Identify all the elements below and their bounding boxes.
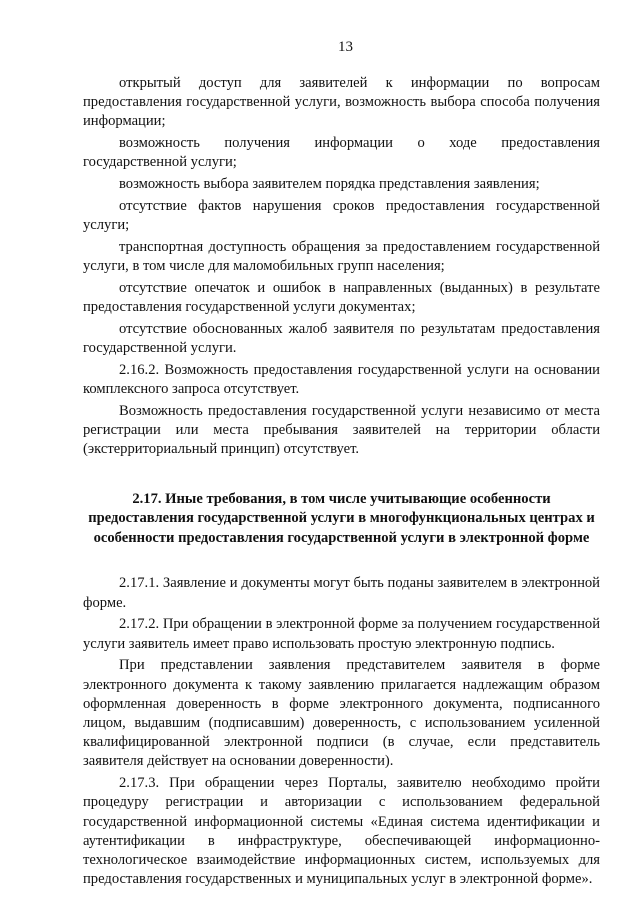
paragraph-extraterritorial: Возможность предоставления государственной услуги независимо от места регистрации или места пребывания заявителей на территории области (экстерриториальный принцип) отсутствует. xyxy=(83,403,600,458)
paragraph-submission-choice: возможность выбора заявителем порядка представления заявления; xyxy=(119,176,540,193)
paragraph-no-complaints: отсутствие обоснованных жалоб заявителя по результатам предоставления государственной услуги. xyxy=(83,321,600,357)
paragraph-transport-accessibility: транспортная доступность обращения за предоставлением государственной услуги, в том числе для маломобильных групп населения; xyxy=(83,239,600,275)
paragraph-open-access: открытый доступ для заявителей к информации по вопросам предоставления государственной услуги, возможность выбора способа получения информации; xyxy=(83,75,600,130)
paragraph-2-17-3: 2.17.3. При обращении через Порталы, заявителю необходимо пройти процедуру регистрации и авторизации с использованием федеральной государственной информационной системы «Единая система идентификации и аутентификации в инфраструктуре, обеспечивающей информационно-технологическое взаимодействие информационных систем, используемых для предоставления государственных и муниципальных услуг в электронной форме». xyxy=(83,775,600,888)
document-page xyxy=(83,38,600,892)
paragraph-no-typos: отсутствие опечаток и ошибок в направленных (выданных) в результате предоставления государственной услуги документах; xyxy=(83,280,600,316)
paragraph-info-progress: возможность получения информации о ходе предоставления государственной услуги; xyxy=(83,135,600,171)
page-number: 13 xyxy=(338,39,353,55)
paragraph-2-17-1: 2.17.1. Заявление и документы могут быть поданы заявителем в электронной форме. xyxy=(83,575,600,611)
section-heading-2-17: 2.17. Иные требования, в том числе учитывающие особенности предоставления государственной услуги в многофункциональных центрах и особенности предоставления государственной услуги в электронной форме xyxy=(88,490,595,546)
paragraph-representative: При представлении заявления представителем заявителя в форме электронного документа к такому заявлению прилагается надлежащим образом оформленная доверенность в форме электронного документа, подписанного лицом, выдавшим (подписавшим) доверенность, с использованием усиленной квалифицированной электронной подписи (в случае, если представитель заявителя действует на основании доверенности). xyxy=(83,657,600,770)
paragraph-2-16-2: 2.16.2. Возможность предоставления государственной услуги на основании комплексного запроса отсутствует. xyxy=(83,362,600,398)
paragraph-no-deadline-violations: отсутствие фактов нарушения сроков предоставления государственной услуги; xyxy=(83,198,600,234)
paragraph-2-17-2: 2.17.2. При обращении в электронной форме за получением государственной услуги заявитель имеет право использовать простую электронную подпись. xyxy=(83,616,600,652)
